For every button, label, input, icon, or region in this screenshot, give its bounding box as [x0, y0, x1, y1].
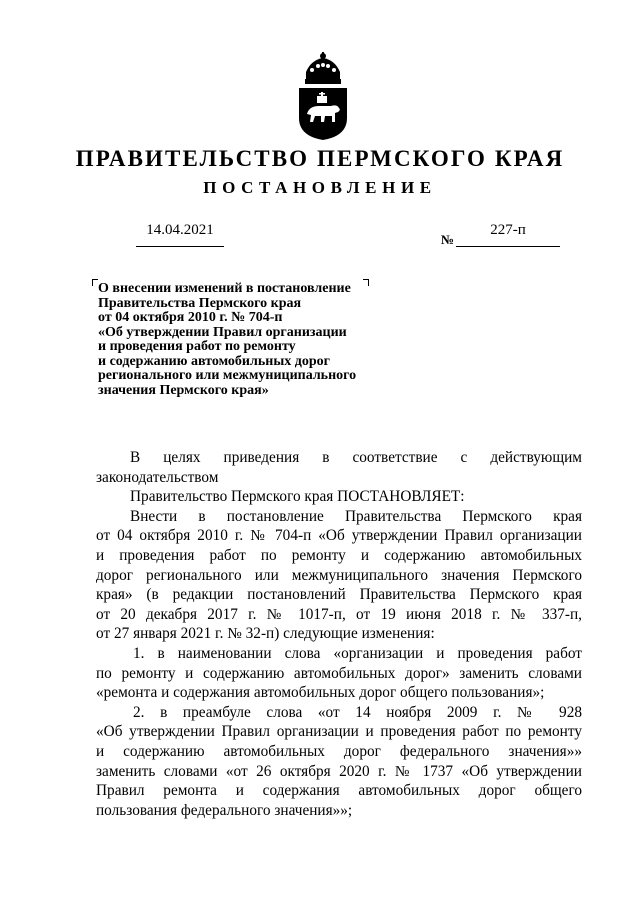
- document-number: 227-п: [456, 222, 560, 247]
- subject-line: и проведения работ по ремонту: [98, 339, 296, 354]
- subject-line: «Об утверждении Правил организации: [98, 324, 347, 340]
- subject-line: Правительства Пермского края: [98, 295, 302, 311]
- body-line: заменить словами «от 26 октября 2020 г. № 1737 «Об утверждении: [96, 762, 582, 780]
- subject-line: и содержанию автомобильных дорог: [98, 353, 330, 369]
- body-line: Правил ремонта и содержания автомобильных дорог общего: [96, 782, 582, 800]
- document-type: ПОСТАНОВЛЕНИЕ: [203, 178, 437, 197]
- body-line: края» (в редакции постановлений Правительства Пермского края: [96, 586, 582, 604]
- body-line: Правительство Пермского края ПОСТАНОВЛЯЕТ:: [130, 488, 465, 506]
- body-line: от 20 декабря 2017 г. № 1017-п, от 19 июня 2018 г. № 337-п,: [96, 605, 582, 623]
- subject-line: О внесении изменений в постановление: [98, 281, 351, 296]
- body-line: от 04 октября 2010 г. № 704-п «Об утверждении Правил организации: [96, 527, 582, 545]
- subject-line: регионального или межмуниципального: [98, 368, 357, 383]
- body-line: от 27 января 2021 г. № 32-п) следующие изменения:: [96, 625, 435, 643]
- body-line: Внести в постановление Правительства Пермского края: [130, 507, 582, 525]
- document-subject: [98, 282, 398, 398]
- body-line: и содержанию автомобильных дорог федерального значения»»: [96, 742, 582, 760]
- body-line: 1. в наименовании слова «организации и проведения работ: [133, 644, 582, 662]
- body-line: пользования федерального значения»»;: [96, 801, 353, 819]
- body-line: 2. в преамбуле слова «от 14 ноября 2009 г. № 928: [133, 703, 582, 721]
- document-body: [96, 448, 582, 820]
- body-line: В целях приведения в соответствие с действующим законодательством: [96, 449, 582, 486]
- body-line: и проведения работ по ремонту и содержанию автомобильных: [96, 546, 582, 564]
- body-line: «ремонта и содержания автомобильных дорог общего пользования»;: [96, 684, 545, 702]
- perm-krai-coat-of-arms-icon: [293, 52, 353, 140]
- subject-line: от 04 октября 2010 г. № 704-п: [98, 310, 283, 325]
- government-title: ПРАВИТЕЛЬСТВО ПЕРМСКОГО КРАЯ: [75, 146, 565, 171]
- body-line: дорог регионального или межмуниципального значения Пермского: [96, 566, 582, 584]
- body-line: по ремонту и содержанию автомобильных дорог» заменить словами: [96, 664, 582, 682]
- body-line: «Об утверждении Правил организации и проведения работ по ремонту: [96, 723, 582, 741]
- document-date: 14.04.2021: [136, 222, 224, 247]
- number-sign: №: [441, 232, 455, 247]
- subject-line: значения Пермского края»: [98, 382, 269, 398]
